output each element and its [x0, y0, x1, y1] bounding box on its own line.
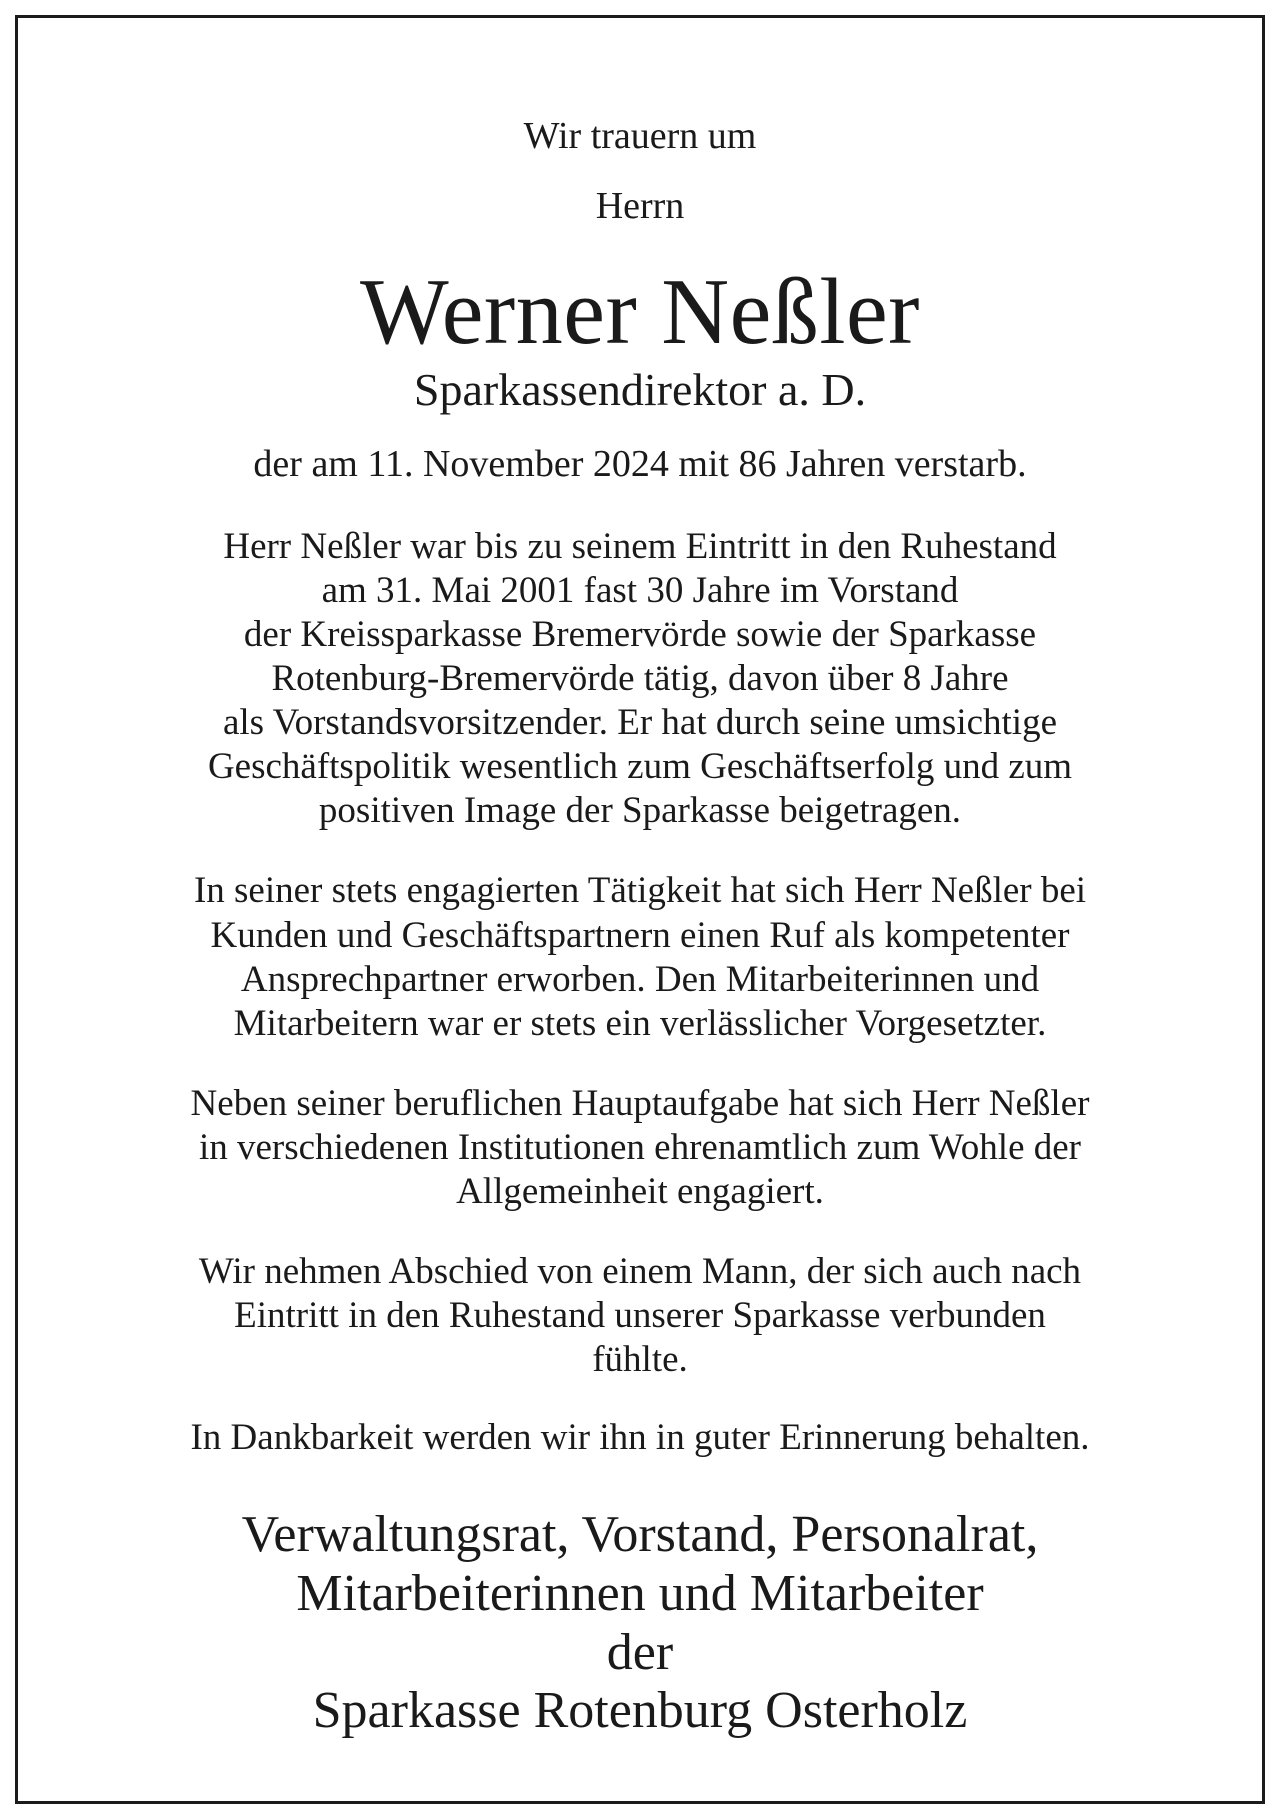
text-line: Ansprechpartner erworben. Den Mitarbeiterinnen und	[240, 958, 1040, 1000]
text-line: In seiner stets engagierten Tätigkeit hat sich Herr Neßler bei	[193, 870, 1087, 912]
text-line: als Vorstandsvorsitzender. Er hat durch seine umsichtige	[222, 702, 1058, 744]
career-paragraph	[68, 525, 1212, 833]
text-line: fühlte.	[592, 1338, 688, 1380]
text-line: Herr Neßler war bis zu seinem Eintritt in den Ruhestand	[223, 526, 1057, 568]
text-line: Allgemeinheit engagiert.	[456, 1170, 824, 1212]
text-line: in verschiedenen Institutionen ehrenamtlich zum Wohle der	[198, 1126, 1081, 1168]
text-line: Geschäftspolitik wesentlich zum Geschäftserfolg und zum	[207, 746, 1073, 788]
deceased-name: Werner Neßler	[360, 260, 920, 365]
signature-line: der	[606, 1623, 674, 1681]
text-line: Mitarbeitern war er stets ein verlässlicher Vorgesetzter.	[233, 1002, 1047, 1044]
text-line: Wir nehmen Abschied von einem Mann, der sich auch nach	[198, 1250, 1082, 1292]
signature-block	[68, 1506, 1212, 1741]
text-line: Eintritt in den Ruhestand unserer Sparkasse verbunden	[234, 1294, 1046, 1336]
obituary-notice	[15, 15, 1265, 1804]
signature-line: Mitarbeiterinnen und Mitarbeiter	[296, 1564, 984, 1622]
text-line: der Kreissparkasse Bremervörde sowie der Sparkasse	[243, 614, 1037, 656]
text-line: Kunden und Geschäftspartnern einen Ruf als kompetenter	[210, 914, 1070, 956]
deceased-title: Sparkassendirektor a. D.	[413, 364, 867, 416]
farewell-paragraph	[68, 1250, 1212, 1382]
salutation: Herrn	[595, 184, 685, 227]
closing-line: In Dankbarkeit werden wir ihn in guter Erinnerung behalten.	[190, 1416, 1090, 1458]
signature-line: Verwaltungsrat, Vorstand, Personalrat,	[241, 1506, 1039, 1564]
reputation-paragraph	[68, 869, 1212, 1045]
text-line: am 31. Mai 2001 fast 30 Jahre im Vorstand	[321, 570, 959, 612]
intro-text: Wir trauern um	[523, 115, 757, 157]
signature-line: Sparkasse Rotenburg Osterholz	[312, 1682, 968, 1740]
volunteer-paragraph	[68, 1082, 1212, 1214]
death-line: der am 11. November 2024 mit 86 Jahren verstarb.	[253, 442, 1027, 485]
text-line: Neben seiner beruflichen Hauptaufgabe hat sich Herr Neßler	[190, 1082, 1090, 1124]
text-line: Rotenburg-Bremervörde tätig, davon über 8 Jahre	[271, 658, 1009, 700]
text-line: positiven Image der Sparkasse beigetragen.	[318, 790, 962, 832]
